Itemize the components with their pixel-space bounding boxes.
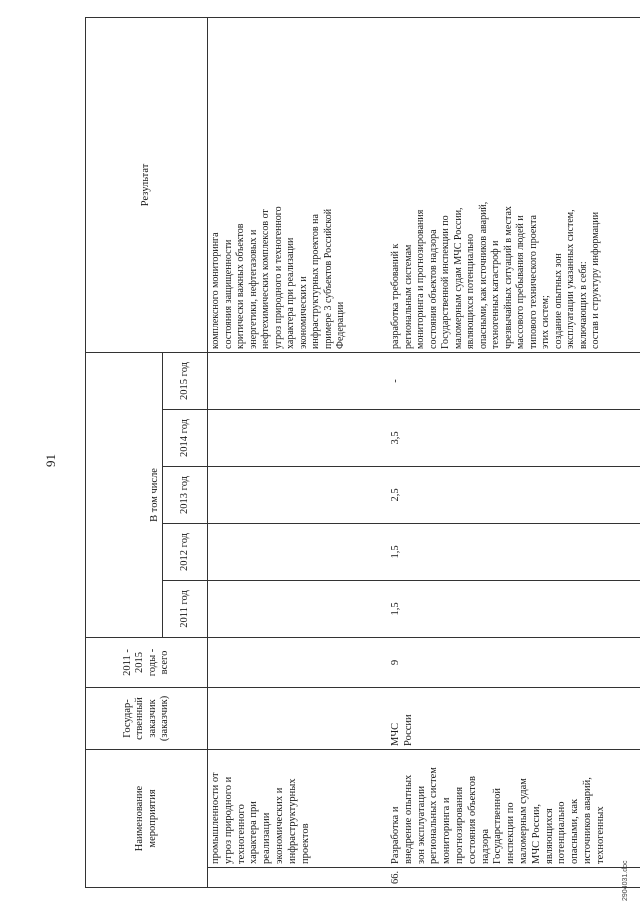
header-year: 2015 год [163, 352, 208, 409]
year-value: - [378, 352, 640, 409]
year-value [208, 523, 379, 580]
result-text: комплексного мониторинга состояния защищенности критически важных объектов энергетики, нефтегазовых и нефтехимических комплексов от угроз природного и техногенного характера при реализации экономических и инфраструктурных проектов на примере 3 субъектов Российской Федерации [208, 17, 379, 352]
header-year: 2013 год [163, 466, 208, 523]
state-customer: МЧС России [378, 687, 640, 749]
year-value [208, 352, 379, 409]
year-value: 1,5 [378, 523, 640, 580]
year-value [208, 409, 379, 466]
measure-name: Разработка и внедрение опытных зон эксплуатации региональных систем мониторинга и прогнозирования состояния объектов надзора Государственной инспекции по маломерным судам МЧС России, являющихся потенциально опасными, как источников аварий, техногенных [378, 749, 640, 867]
total-value: 9 [378, 637, 640, 687]
table-row [378, 17, 640, 887]
file-id: 2904031.doc [622, 860, 629, 901]
header-total: 2011 - 2015 годы - всего [86, 637, 208, 687]
header-year: 2014 год [163, 409, 208, 466]
year-value [208, 580, 379, 637]
year-value: 3,5 [378, 409, 640, 466]
header-result: Результат [86, 17, 208, 352]
header-year: 2012 год [163, 523, 208, 580]
measure-name: промышленности от угроз природного и техногенного характера при реализации экономических и инфраструктурных проектов [208, 749, 379, 867]
header-including: В том числе [148, 352, 163, 637]
state-customer [208, 687, 379, 749]
header-customer: Государ- ственный заказчик (заказчик) [86, 687, 208, 749]
header-blank [86, 352, 149, 637]
total-value [208, 637, 379, 687]
row-number [208, 868, 379, 888]
header-row [86, 17, 149, 887]
result-text: разработка требований к региональным системам мониторинга и прогнозирования состояния объектов надзора Государственной инспекции по маломерным судам МЧС России, являющихся потенциально опасными, как источников аварий, техногенных катастроф и чрезвычайных ситуаций в местах массового пребывания людей и типового технического проекта этих систем; создание опытных зон эксплуатации указанных систем, включающих в себя: состав и структуру информации [378, 17, 640, 352]
page-number: 91 [43, 454, 58, 467]
row-number: 66. [378, 868, 640, 888]
year-value [208, 466, 379, 523]
measures-table [85, 17, 640, 888]
year-value: 1,5 [378, 580, 640, 637]
year-value: 2,5 [378, 466, 640, 523]
header-name: Наименование мероприятия [86, 749, 208, 887]
header-year: 2011 год [163, 580, 208, 637]
table-row [208, 17, 379, 887]
